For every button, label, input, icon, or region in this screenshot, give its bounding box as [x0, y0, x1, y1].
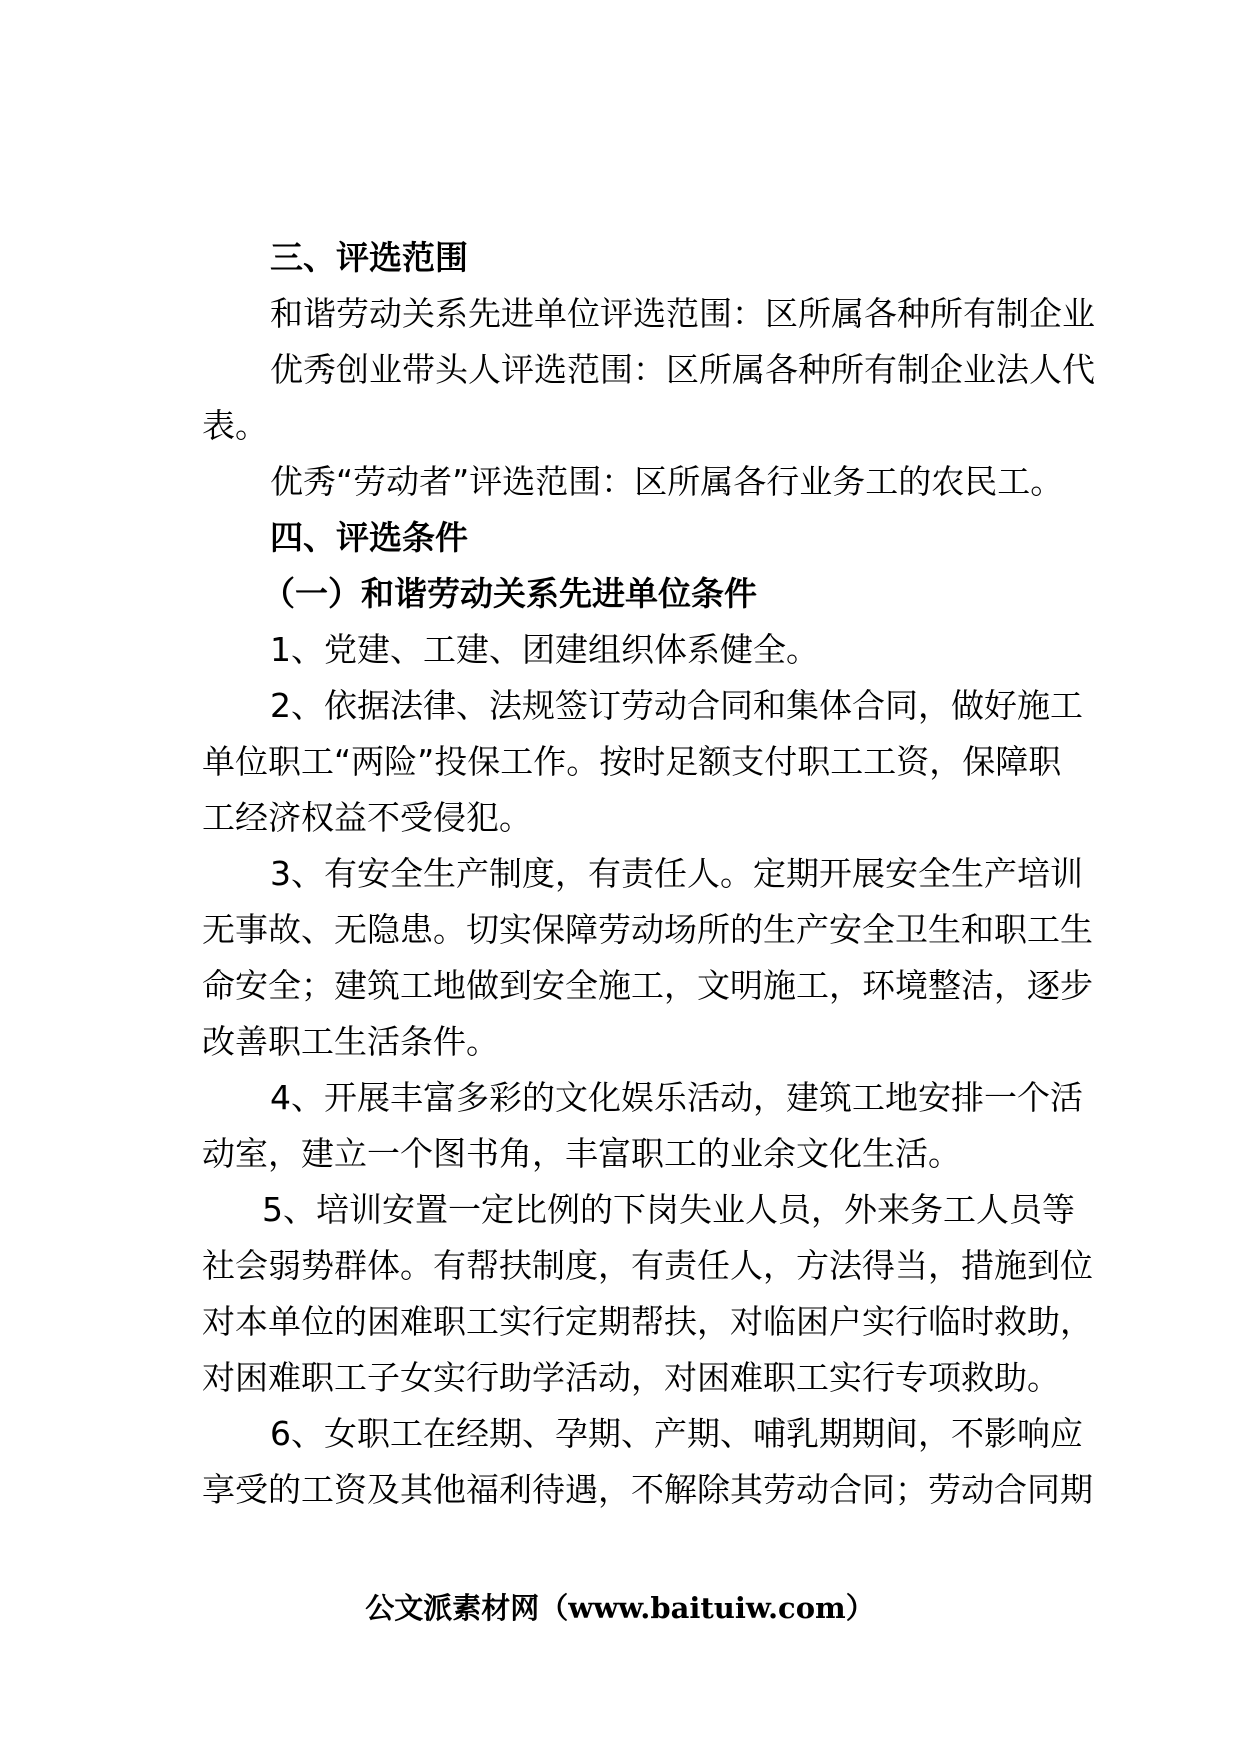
section-heading-conditions: 四、评选条件: [270, 518, 468, 557]
paragraph-line: 1、党建、工建、团建组织体系健全。: [270, 630, 819, 669]
paragraph-line: 3、有安全生产制度，有责任人。定期开展安全生产培训: [270, 854, 1083, 893]
paragraph-line: 无事故、无隐患。切实保障劳动场所的生产安全卫生和职工生: [202, 910, 1093, 949]
paragraph-line: 5、培训安置一定比例的下岗失业人员，外来务工人员等: [262, 1190, 1075, 1229]
paragraph-line: 单位职工“两险”投保工作。按时足额支付职工工资，保障职: [202, 742, 1062, 781]
paragraph-line: 对困难职工子女实行助学活动，对困难职工实行专项救助。: [202, 1358, 1060, 1397]
paragraph-line: 工经济权益不受侵犯。: [202, 798, 532, 837]
section-heading-scope: 三、评选范围: [270, 238, 468, 277]
paragraph-line: 对本单位的困难职工实行定期帮扶，对临困户实行临时救助，: [202, 1302, 1093, 1341]
footer-watermark: 公文派素材网（www.baituiw.com）: [365, 1591, 875, 1625]
paragraph-line: 命安全；建筑工地做到安全施工，文明施工，环境整洁，逐步: [202, 966, 1093, 1005]
subsection-heading: （一）和谐劳动关系先进单位条件: [262, 574, 757, 613]
paragraph-line: 改善职工生活条件。: [202, 1022, 499, 1061]
paragraph-line: 4、开展丰富多彩的文化娱乐活动，建筑工地安排一个活: [270, 1078, 1083, 1117]
paragraph-line: 表。: [202, 406, 268, 445]
paragraph-line: 2、依据法律、法规签订劳动合同和集体合同，做好施工: [270, 686, 1083, 725]
paragraph-line: 社会弱势群体。有帮扶制度，有责任人，方法得当，措施到位: [202, 1246, 1093, 1285]
paragraph-line: 和谐劳动关系先进单位评选范围：区所属各种所有制企业: [270, 294, 1095, 333]
paragraph-line: 动室，建立一个图书角，丰富职工的业余文化生活。: [202, 1134, 961, 1173]
paragraph-line: 享受的工资及其他福利待遇，不解除其劳动合同；劳动合同期: [202, 1470, 1093, 1509]
paragraph-line: 优秀“劳动者”评选范围：区所属各行业务工的农民工。: [270, 462, 1064, 501]
paragraph-line: 优秀创业带头人评选范围：区所属各种所有制企业法人代: [270, 350, 1095, 389]
paragraph-line: 6、女职工在经期、孕期、产期、哺乳期期间，不影响应: [270, 1414, 1083, 1453]
